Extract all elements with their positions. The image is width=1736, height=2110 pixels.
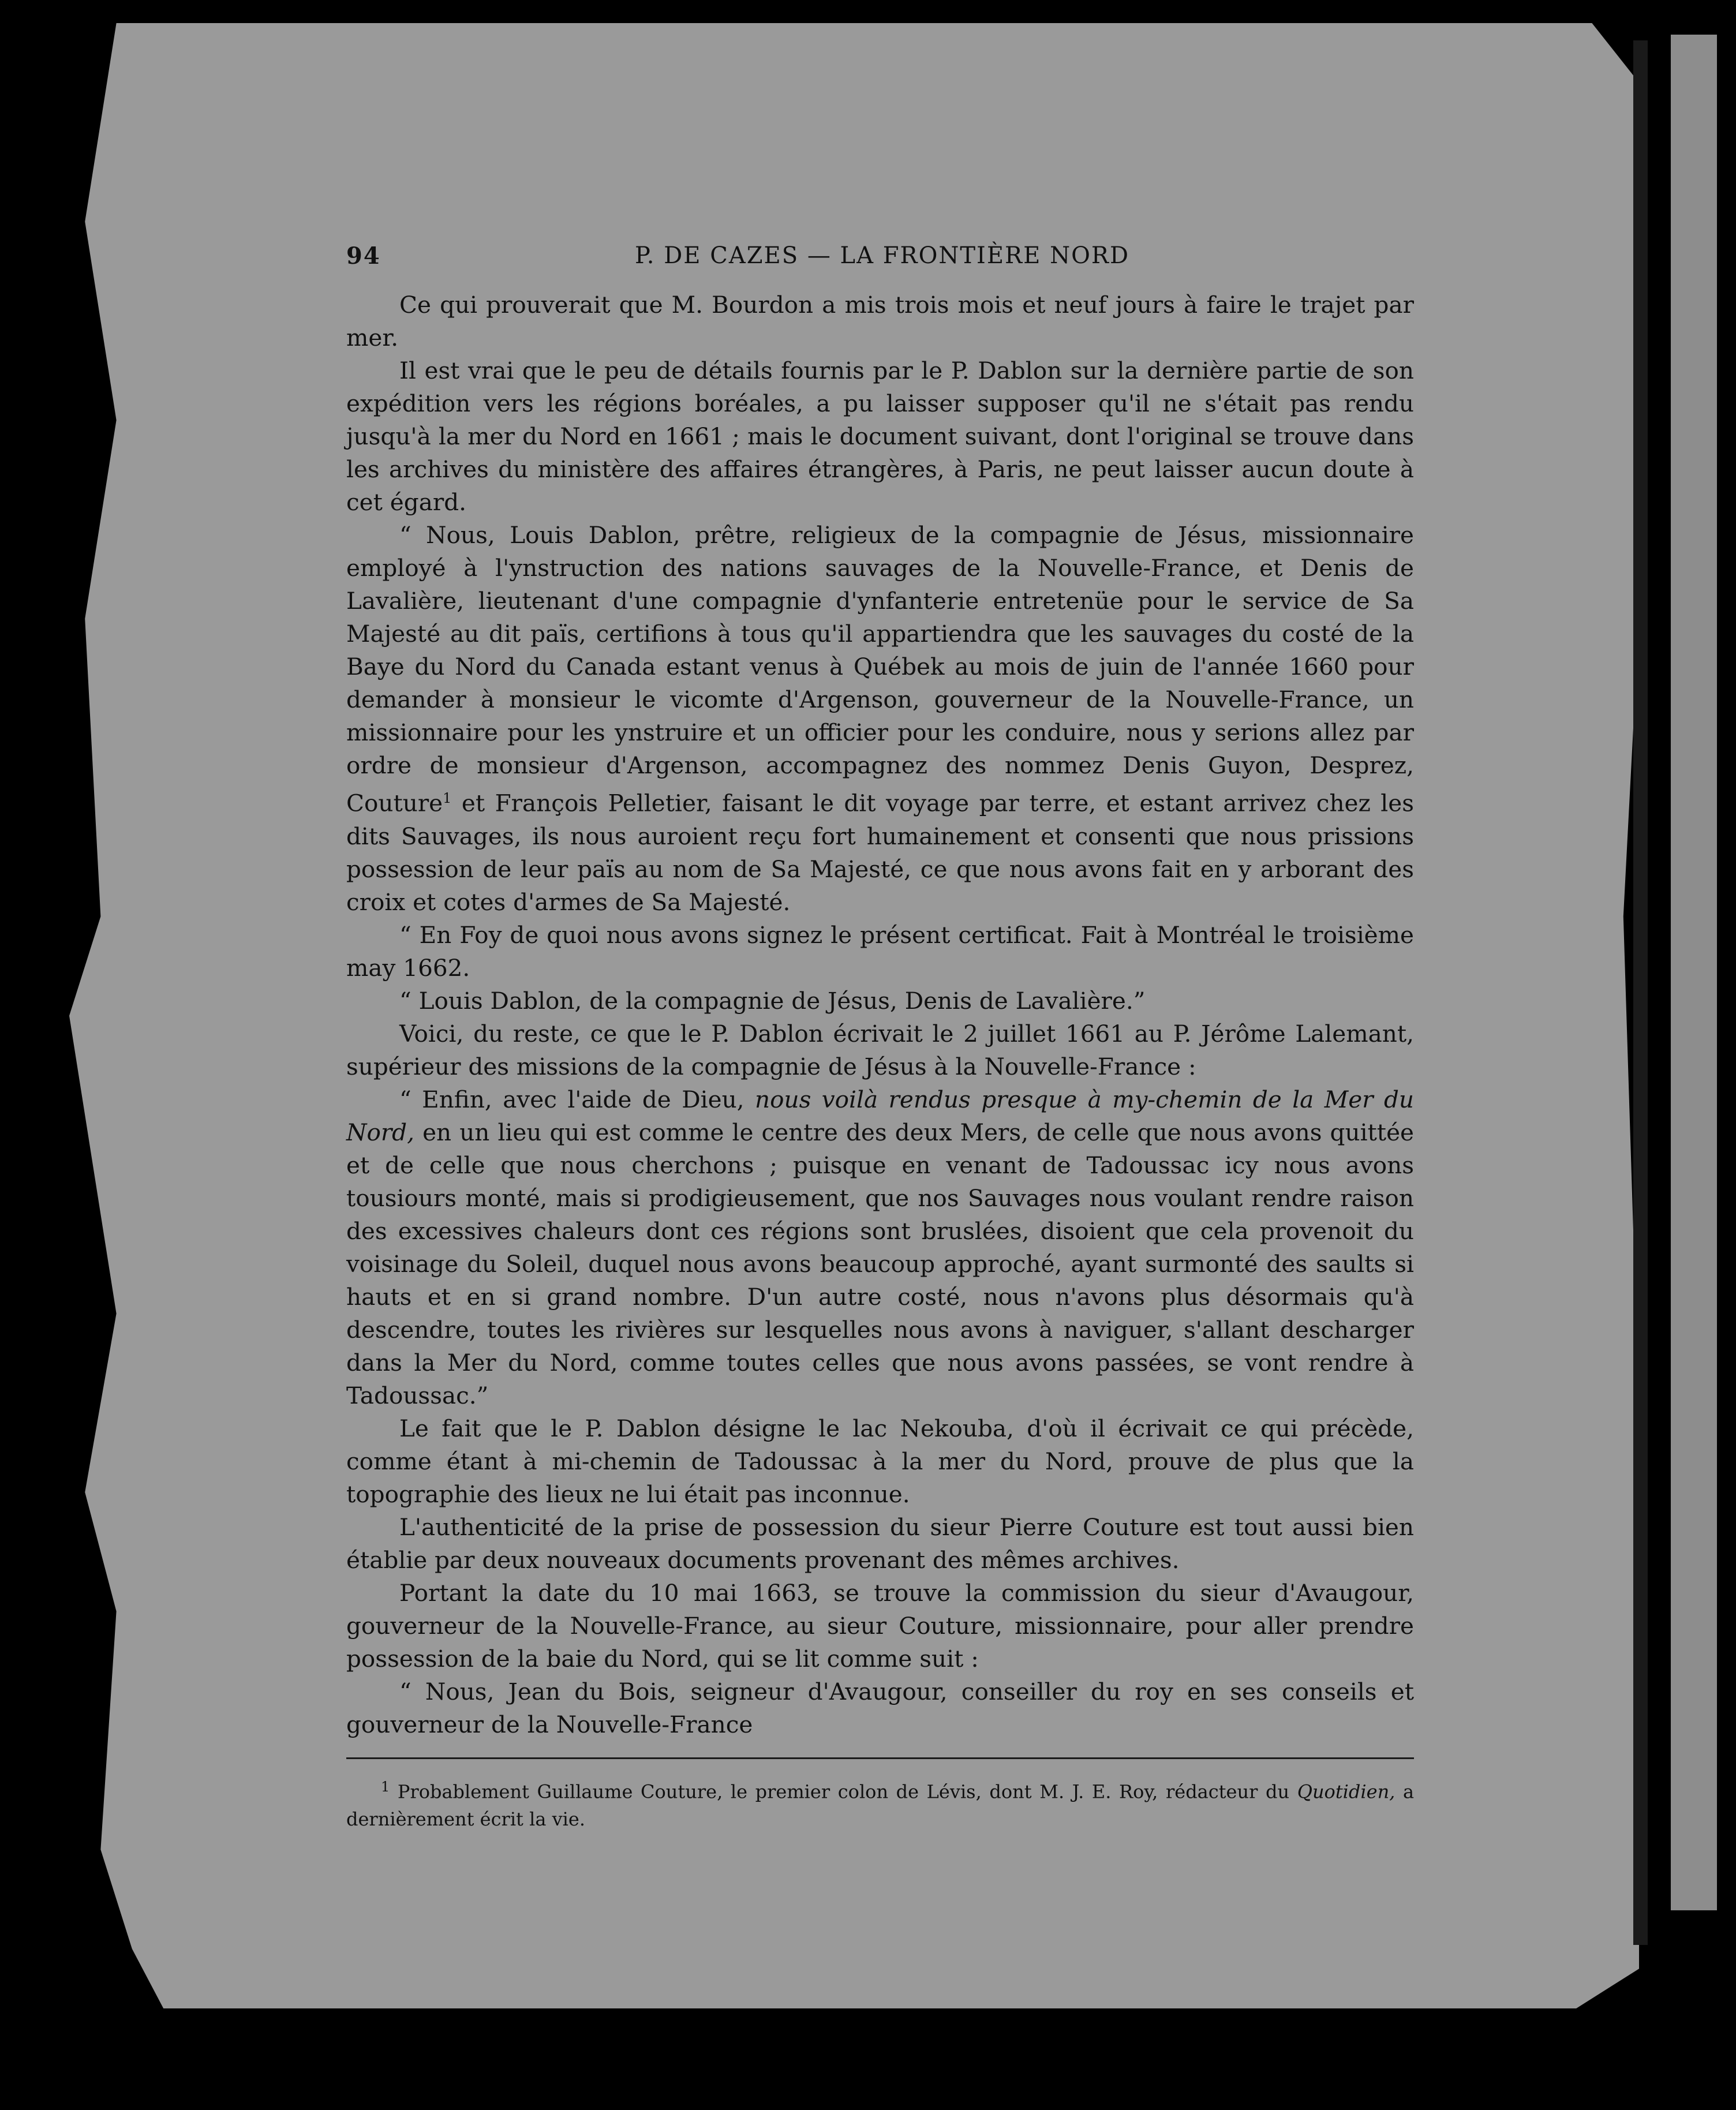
paragraph: Ce qui prouverait que M. Bourdon a mis trois mois et neuf jours à faire le trajet par mer. [346, 291, 1414, 351]
footnote-text: a dernièrement écrit la vie. [346, 1780, 1415, 1831]
footnote-italic: Quotidien, [1297, 1780, 1395, 1803]
paragraph: L'authenticité de la prise de possession du sieur Pierre Couture est tout aussi bien établie par deux nouveaux documents provenant des mêmes archives. [346, 1513, 1414, 1574]
body-text [346, 289, 1414, 1741]
paragraph-text: “ Enfin, avec l'aide de Dieu, [399, 1085, 744, 1113]
footnote-text: Probablement Guillaume Couture, le premier colon de Lévis, dont M. J. E. Roy, rédacteur du [397, 1780, 1290, 1803]
running-header [346, 242, 1414, 289]
paragraph: Portant la date du 10 mai 1663, se trouve la commission du sieur d'Avaugour, gouverneur de la Nouvelle-France, au sieur Couture, missionnaire, pour aller prendre possession de la baie du Nord, qui se lit comme suit : [346, 1578, 1414, 1673]
paragraph: Voici, du reste, ce que le P. Dablon écrivait le 2 juillet 1661 au P. Jérôme Lalemant, supérieur des missions de la compagnie de Jésus à la Nouvelle-France : [346, 1019, 1414, 1080]
page-content [346, 242, 1414, 1833]
paragraph-text: en un lieu qui est comme le centre des deux Mers, de celle que nous avons quittée et de celle que nous cherchons ; puisque en venant de Tadoussac icy nous avons tousiours monté, mais si prodigieusement, que nos Sauvages nous voulant rendre raison des excessives chaleurs dont ces régions sont bruslées, disoient que cela provenoit du voisinage du Soleil, duquel nous avons beaucoup approché, ayant surmonté des saults si hauts et en si grand nombre. D'un autre costé, nous n'avons plus désormais qu'à descendre, toutes les rivières sur lesquelles nous avons à naviguer, s'allant descharger dans la Mer du Nord, comme toutes celles que nous avons passées, se vont rendre à Tadoussac.” [346, 1118, 1415, 1409]
footnote-divider [346, 1757, 1414, 1759]
paragraph-text: et François Pelletier, faisant le dit voyage par terre, et estant arrivez chez les dits Sauvages, ils nous auroient reçu fort humainement et consenti que nous prissions possession de leur païs au nom de Sa Majesté, ce que nous avons fait en y arborant des croix et cotes d'armes de Sa Majesté. [346, 789, 1415, 916]
footnote [346, 1773, 1414, 1834]
paragraph: Le fait que le P. Dablon désigne le lac Nekouba, d'où il écrivait ce qui précède, comme étant à mi-chemin de Tadoussac à la mer du Nord, prouve de plus que la topographie des lieux ne lui était pas inconnue. [346, 1414, 1414, 1508]
paragraph [346, 519, 1414, 919]
paragraph: Il est vrai que le peu de détails fournis par le P. Dablon sur la dernière partie de son expédition vers les régions boréales, a pu laisser supposer qu'il ne s'était pas rendu jusqu'à la mer du Nord en 1661 ; mais le document suivant, dont l'original se trouve dans les archives du ministère des affaires étrangères, à Paris, ne peut laisser aucun doute à cet égard. [346, 357, 1414, 516]
paragraph-text: “ Nous, Louis Dablon, prêtre, religieux de la compagnie de Jésus, missionnaire employé à l'ynstruction des nations sauvages de la Nouvelle-France, et Denis de Lavalière, lieutenant d'une compagnie d'ynfanterie entretenüe pour le service de Sa Majesté au dit païs, certifions à tous qu'il appartiendra que les sauvages du costé de la Baye du Nord du Canada estant venus à Québek au mois de juin de l'année 1660 pour demander à monsieur le vicomte d'Argenson, gouverneur de la Nouvelle-France, un missionnaire pour les ynstruire et un officier pour les conduire, nous y serions allez par ordre de monsieur d'Argenson, accompagnez des nommez Denis Guyon, Desprez, Couture [346, 521, 1414, 817]
paragraph [346, 1083, 1414, 1412]
running-title: P. DE CAZES — LA FRONTIÈRE NORD [635, 242, 1130, 269]
paragraph: “ En Foy de quoi nous avons signez le présent certificat. Fait à Montréal le troisième may 1662. [346, 921, 1414, 982]
page-edge-shadow [1633, 40, 1648, 1945]
paragraph: “ Nous, Jean du Bois, seigneur d'Avaugour, conseiller du roy en ses conseils et gouverneur de la Nouvelle-France [346, 1677, 1414, 1738]
page-number: 94 [346, 242, 381, 270]
footnote-reference: 1 [443, 790, 452, 806]
footnote-marker: 1 [381, 1778, 390, 1795]
adjacent-page-strip [1671, 35, 1717, 1910]
paragraph: “ Louis Dablon, de la compagnie de Jésus, Denis de Lavalière.” [399, 986, 1146, 1015]
italic-quote: nous voilà rendus presque à my-chemin de la Mer du Nord, [346, 1085, 1414, 1146]
